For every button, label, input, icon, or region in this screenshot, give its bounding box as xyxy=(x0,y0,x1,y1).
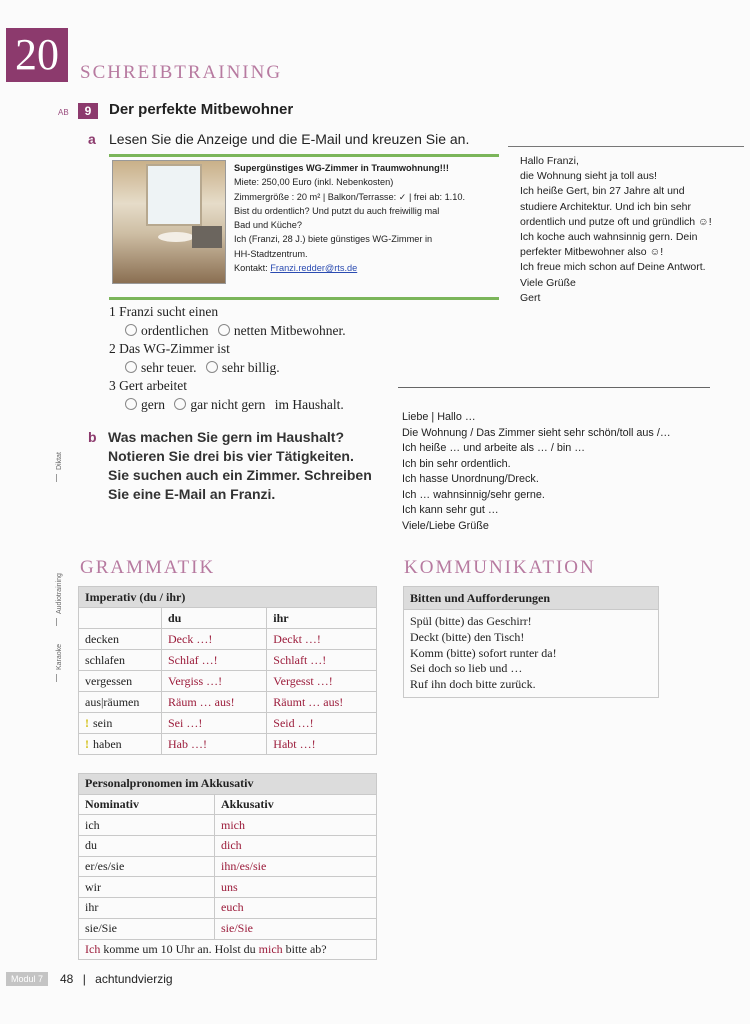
radio-option[interactable] xyxy=(206,361,218,373)
option-label: sehr teuer. xyxy=(141,359,197,375)
email-line: Ich freue mich schon auf Deine Antwort. xyxy=(520,261,706,274)
du-form-cell: Schlaf …! xyxy=(162,650,267,671)
radio-option[interactable] xyxy=(218,324,230,336)
verb-cell: schlafen xyxy=(79,650,162,671)
option-label: netten Mitbewohner. xyxy=(233,322,346,338)
hint-line: Ich bin sehr ordentlich. xyxy=(402,457,511,470)
room-photo-tv xyxy=(192,226,222,248)
column-header xyxy=(79,608,162,629)
task-b-line: Sie eine E-Mail an Franzi. xyxy=(108,486,276,502)
ad-line: Ich (Franzi, 28 J.) biete günstiges WG-Zimmer in xyxy=(234,234,433,245)
du-form-cell: Deck …! xyxy=(162,629,267,650)
example-part: komme um 10 Uhr an. Holst du xyxy=(100,941,259,956)
table-row xyxy=(79,836,377,857)
phrase-line: Deckt (bitte) den Tisch! xyxy=(410,629,525,644)
ad-title: Supergünstiges WG-Zimmer in Traumwohnung!!! xyxy=(234,163,449,173)
example-part: bitte ab? xyxy=(282,941,327,956)
email-line: die Wohnung sieht ja toll aus! xyxy=(520,170,657,183)
verb-cell xyxy=(79,713,162,734)
ad-contact-email-link[interactable]: Franzi.redder@rts.de xyxy=(270,263,358,274)
question-3-label: 3 Gert arbeitet xyxy=(109,378,187,393)
ad-text xyxy=(234,161,499,275)
page-word: achtundvierzig xyxy=(95,972,173,986)
table-row xyxy=(79,898,377,919)
radio-option[interactable] xyxy=(125,398,137,410)
question-3-options xyxy=(109,396,346,415)
table-row xyxy=(79,877,377,898)
table-row xyxy=(79,815,377,836)
column-header: Nominativ xyxy=(79,794,215,815)
table-row xyxy=(79,629,377,650)
ad-line: Zimmergröße : 20 m² | Balkon/Terrasse: ✓ | frei ab: 1.10. xyxy=(234,191,466,202)
hint-line: Ich heiße … und arbeite als … / bin … xyxy=(402,442,586,454)
option-label: ordentlichen xyxy=(141,322,209,338)
chapter-title: SCHREIBTRAINING xyxy=(80,62,283,83)
imperativ-table xyxy=(78,586,377,755)
example-row xyxy=(79,939,377,960)
option-label: sehr billig. xyxy=(221,359,280,375)
task-b-line: Notieren Sie drei bis vier Tätigkeiten. xyxy=(108,448,354,464)
question-2-options xyxy=(109,359,346,378)
hint-line: Die Wohnung / Das Zimmer sieht sehr schön/toll aus /… xyxy=(402,426,671,439)
hint-line: Viele/Liebe Grüße xyxy=(402,519,489,532)
akkusativ-cell: euch xyxy=(215,898,377,919)
akkusativ-cell: dich xyxy=(215,836,377,857)
room-photo-window xyxy=(146,164,202,226)
exercise-title: Der perfekte Mitbewohner xyxy=(109,101,294,118)
task-a-instruction: Lesen Sie die Anzeige und die E-Mail und kreuzen Sie an. xyxy=(109,131,470,147)
akkusativ-cell: mich xyxy=(215,815,377,836)
email-line: Gert xyxy=(520,291,541,304)
exclamation-icon: ! xyxy=(85,715,89,730)
imperativ-title: Imperativ (du / ihr) xyxy=(79,587,377,608)
table-row xyxy=(79,671,377,692)
task-b-line: Was machen Sie gern im Haushalt? xyxy=(108,429,344,445)
kommunikation-box xyxy=(403,586,659,698)
email-phrase-hints xyxy=(398,387,710,537)
email-line: Ich koche auch wahnsinnig gern. Dein xyxy=(520,231,698,244)
ihr-form-cell: Vergesst …! xyxy=(267,671,377,692)
table-row xyxy=(79,918,377,939)
example-part: mich xyxy=(258,941,283,956)
nominativ-cell: ich xyxy=(79,815,215,836)
email-line: perfekter Mitbewohner also ☺! xyxy=(520,246,664,259)
du-form-cell: Sei …! xyxy=(162,713,267,734)
exercise-number-badge: 9 xyxy=(78,103,98,119)
email-line: studiere Architektur. Und ich bin sehr xyxy=(520,200,692,213)
verb-cell: vergessen xyxy=(79,671,162,692)
phrase-line: Spül (bitte) das Geschirr! xyxy=(410,614,532,628)
verb-cell: decken xyxy=(79,629,162,650)
nominativ-cell: sie/Sie xyxy=(79,918,215,939)
side-tab-divider xyxy=(56,618,57,626)
example-part: Ich xyxy=(85,941,101,956)
side-tab-diktat[interactable]: Diktat xyxy=(56,452,63,470)
ad-contact xyxy=(234,261,499,275)
akkusativ-cell: ihn/es/sie xyxy=(215,856,377,877)
option-label: gar nicht gern xyxy=(190,396,266,412)
side-tab-audiotraining[interactable]: Audiotraining xyxy=(56,573,63,614)
phrase-line: Ruf ihn doch bitte zurück. xyxy=(410,677,536,692)
ad-contact-label: Kontakt: xyxy=(234,263,268,274)
side-tab-divider xyxy=(56,474,57,482)
ihr-form-cell: Habt …! xyxy=(267,734,377,755)
ihr-form-cell: Deckt …! xyxy=(267,629,377,650)
column-header: Akkusativ xyxy=(215,794,377,815)
question-2-label: 2 Das WG-Zimmer ist xyxy=(109,341,230,356)
email-line: Viele Grüße xyxy=(520,276,576,289)
option-label: gern xyxy=(141,396,165,412)
ihr-form-cell: Räumt … aus! xyxy=(267,692,377,713)
personalpronomen-title: Personalpronomen im Akkusativ xyxy=(79,774,377,795)
ad-line: Miete: 250,00 Euro (inkl. Nebenkosten) xyxy=(234,177,394,188)
side-tab-divider xyxy=(56,674,57,682)
verb-label: sein xyxy=(93,715,113,730)
table-row xyxy=(79,650,377,671)
akkusativ-cell: sie/Sie xyxy=(215,918,377,939)
ab-label: AB xyxy=(58,108,69,117)
email-text xyxy=(508,146,740,316)
side-tab-karaoke[interactable]: Karaoke xyxy=(56,643,63,670)
task-b-letter: b xyxy=(88,429,97,445)
example-sentence xyxy=(79,939,377,960)
table-row xyxy=(79,692,377,713)
kommunikation-title: Bitten und Aufforderungen xyxy=(403,586,659,610)
du-form-cell: Vergiss …! xyxy=(162,671,267,692)
ihr-form-cell: Schlaft …! xyxy=(267,650,377,671)
verb-cell xyxy=(79,734,162,755)
kommunikation-body xyxy=(403,610,659,698)
nominativ-cell: er/es/sie xyxy=(79,856,215,877)
radio-option[interactable] xyxy=(174,398,186,410)
grammatik-heading: GRAMMATIK xyxy=(80,557,216,578)
ad-line: Bad und Küche? xyxy=(234,220,302,231)
hint-line: Liebe | Hallo … xyxy=(402,411,476,423)
task-b-instruction xyxy=(108,428,378,504)
module-tag: Modul 7 xyxy=(6,972,48,986)
chapter-number-badge: 20 xyxy=(6,28,68,82)
radio-option[interactable] xyxy=(125,361,137,373)
table-row xyxy=(79,713,377,734)
email-line: Ich heiße Gert, bin 27 Jahre alt und xyxy=(520,185,685,198)
column-header: du xyxy=(162,608,267,629)
phrase-line: Sei doch so lieb und … xyxy=(410,661,523,676)
ad-line: HH-Stadtzentrum. xyxy=(234,248,308,259)
question-3-suffix: im Haushalt. xyxy=(274,396,344,412)
footer-separator: | xyxy=(82,972,86,986)
page-number: 48 xyxy=(60,972,74,986)
table-row xyxy=(79,856,377,877)
hint-line: Ich kann sehr gut … xyxy=(402,504,499,516)
nominativ-cell: ihr xyxy=(79,898,215,919)
radio-option[interactable] xyxy=(125,324,137,336)
task-b-line: Sie suchen auch ein Zimmer. Schreiben xyxy=(108,467,372,483)
ad-line: Bist du ordentlich? Und putzt du auch freiwillig mal xyxy=(234,205,440,216)
personalpronomen-table xyxy=(78,773,377,960)
question-1-label: 1 Franzi sucht einen xyxy=(109,304,219,319)
nominativ-cell: du xyxy=(79,836,215,857)
email-line: ordentlich und putze oft und gründlich ☺! xyxy=(520,215,712,228)
question-1-options xyxy=(109,322,346,341)
verb-cell: aus|räumen xyxy=(79,692,162,713)
phrase-line: Komm (bitte) sofort runter da! xyxy=(410,645,557,660)
ihr-form-cell: Seid …! xyxy=(267,713,377,734)
du-form-cell: Hab …! xyxy=(162,734,267,755)
nominativ-cell: wir xyxy=(79,877,215,898)
hint-line: Ich hasse Unordnung/Dreck. xyxy=(402,473,539,485)
page-footer xyxy=(60,972,173,986)
email-line: Hallo Franzi, xyxy=(520,155,579,167)
hint-line: Ich … wahnsinnig/sehr gerne. xyxy=(402,488,545,501)
room-photo-table xyxy=(158,232,194,242)
du-form-cell: Räum … aus! xyxy=(162,692,267,713)
kommunikation-heading: KOMMUNIKATION xyxy=(404,557,596,578)
column-header: ihr xyxy=(267,608,377,629)
table-row xyxy=(79,734,377,755)
task-a-letter: a xyxy=(88,131,96,147)
verb-label: haben xyxy=(93,736,122,751)
question-list xyxy=(109,303,346,414)
akkusativ-cell: uns xyxy=(215,877,377,898)
exclamation-icon: ! xyxy=(85,736,89,751)
